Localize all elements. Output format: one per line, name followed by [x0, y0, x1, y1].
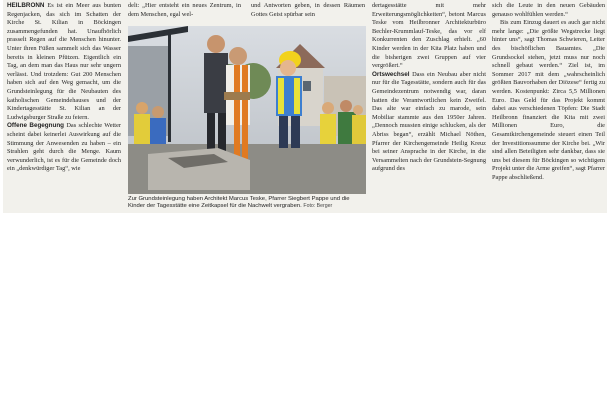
newspaper-clipping	[3, 0, 607, 213]
paragraph-ortswechsel-text: Dass ein Neubau aber nicht nur für die Tagesstätte, sondern auch für das Gemeindezentrum notwendig war, daran hatten die Verantwortlichen kein Zweifel. Das alte war einfach zu marode, sein Mobiliar stammte aus den 1950er Jahren. „Dennoch mussten einige schlucken, als der Abriss began“, erzählt Michael Nöthen, Pfarrer der Kirchengemeinde Heilig Kreuz bei seiner Ansprache in der Kirche, in die Versammelten nach der Grundstein-Segnung aufgrund des	[372, 70, 486, 173]
column-5-paragraph-2: Bis zum Einzug dauert es auch gar nicht mehr lange: „Die größte Wegstrecke liegt hinter uns“, sagt Thomas Schwieren, Leiter des bischöflichen Bauamtes. „Die Grundsockel stehen, jetzt muss nur noch schnell gebaut werden.“ Ziel ist, im Sommer 2017 mit dem „wahrscheinlich größten Bauvorhaben der Diözese“ fertig zu werden. Kostenpunkt: Zirca 5,5 Millionen Euro. Das Geld für das Projekt kommt dabei aus verschiedenen Töpfen: Die Stadt Heilbronn finanziert die Kita mit zwei Millionen Euro, die Gesamtkirchengemeinde steuert einen Teil der Investitionssumme der Kirche bei. „Wir sind allen Beteiligten sehr dankbar, dass sie uns bei diesem für Böckingen so wichtigem Projekt unter die Arme greifen“, sagt Pfarrer Pappe abschließend.	[492, 19, 605, 181]
photo-caption	[128, 196, 366, 211]
dateline: HEILBRONN	[7, 2, 45, 9]
paragraph-intro-text: Es ist ein Meer aus bunten Regenjacken, das sich im Schatten der Kirche St. Kilian in Böckingen zusammengefunden hat. Unaufhörlich prasselt Regen auf die Menschen hinunter. Unter ihren Füßen sammelt sich das Wasser bereits in kleinen Pfützen. Eigentlich ein Tag, an dem man das Haus nur sehr ungern verlässt. Und trotzdem: Gut 200 Menschen haben sich auf den Weg gemacht, um die Grundsteinlegung für die Neubauten des katholischen Gemeindehauses und der Kindertagesstätte St. Kilian an der Ludwigsburger Straße zu feiern.	[7, 2, 122, 121]
column-4-paragraph-1: dertagesstätte mit mehr Erweiterungsmöglichkeiten“, betont Marcus Teske vom Heilbronner Architekturbüro Bechler-Krummlauf-Teske, das vor elf Konkurrenten den Zuschlag erhielt. „60 Kinder werden in der Kita Platz haben und die bisherigen zwei Gruppen auf vier vergrößert.“	[372, 2, 486, 70]
photo-credit: Foto: Berger	[303, 203, 333, 210]
article-column-5	[492, 2, 605, 182]
paragraph-offene-begegnung-text: Das schlechte Wetter scheint dabei keinerlei Auswirkung auf die Stimmung der Anwesenden zu haben – ein Strahlen geht durch die Menge. Kaum verwunderlich, ist es für die Gemeinde doch ein „denkwürdiger Tag“, wie	[7, 122, 121, 173]
caption-text: Zur Grundsteinlegung haben Architekt Marcus Teske, Pfarrer Siegbert Pappe und die Kinder der Tagesstätte eine Zeitkapsel für die Nachwelt vergraben.	[128, 196, 350, 210]
news-photo	[128, 26, 366, 194]
article-column-3-top	[251, 2, 365, 19]
article-column-2-top	[128, 2, 241, 19]
paragraph-offene-begegnung	[7, 122, 121, 174]
article-column-4	[372, 2, 486, 174]
column-2-text: delt: „Hier entsteht ein neues Zentrum, in dem Menschen, egal wel-	[128, 2, 241, 18]
subheading-offene-begegnung: Offene Begegnung	[7, 122, 65, 130]
column-3-text: und Antworten geben, in dessen Räumen Gottes Geist spürbar sein	[251, 2, 365, 18]
paragraph-ortswechsel	[372, 71, 486, 174]
column-5-paragraph-1: sich die Leute in den neuen Gebäuden genauso wohlfühlen werden.“	[492, 2, 605, 18]
subheading-ortswechsel: Ortswechsel	[372, 70, 410, 78]
article-column-1	[7, 2, 121, 174]
paragraph-intro	[7, 2, 121, 122]
